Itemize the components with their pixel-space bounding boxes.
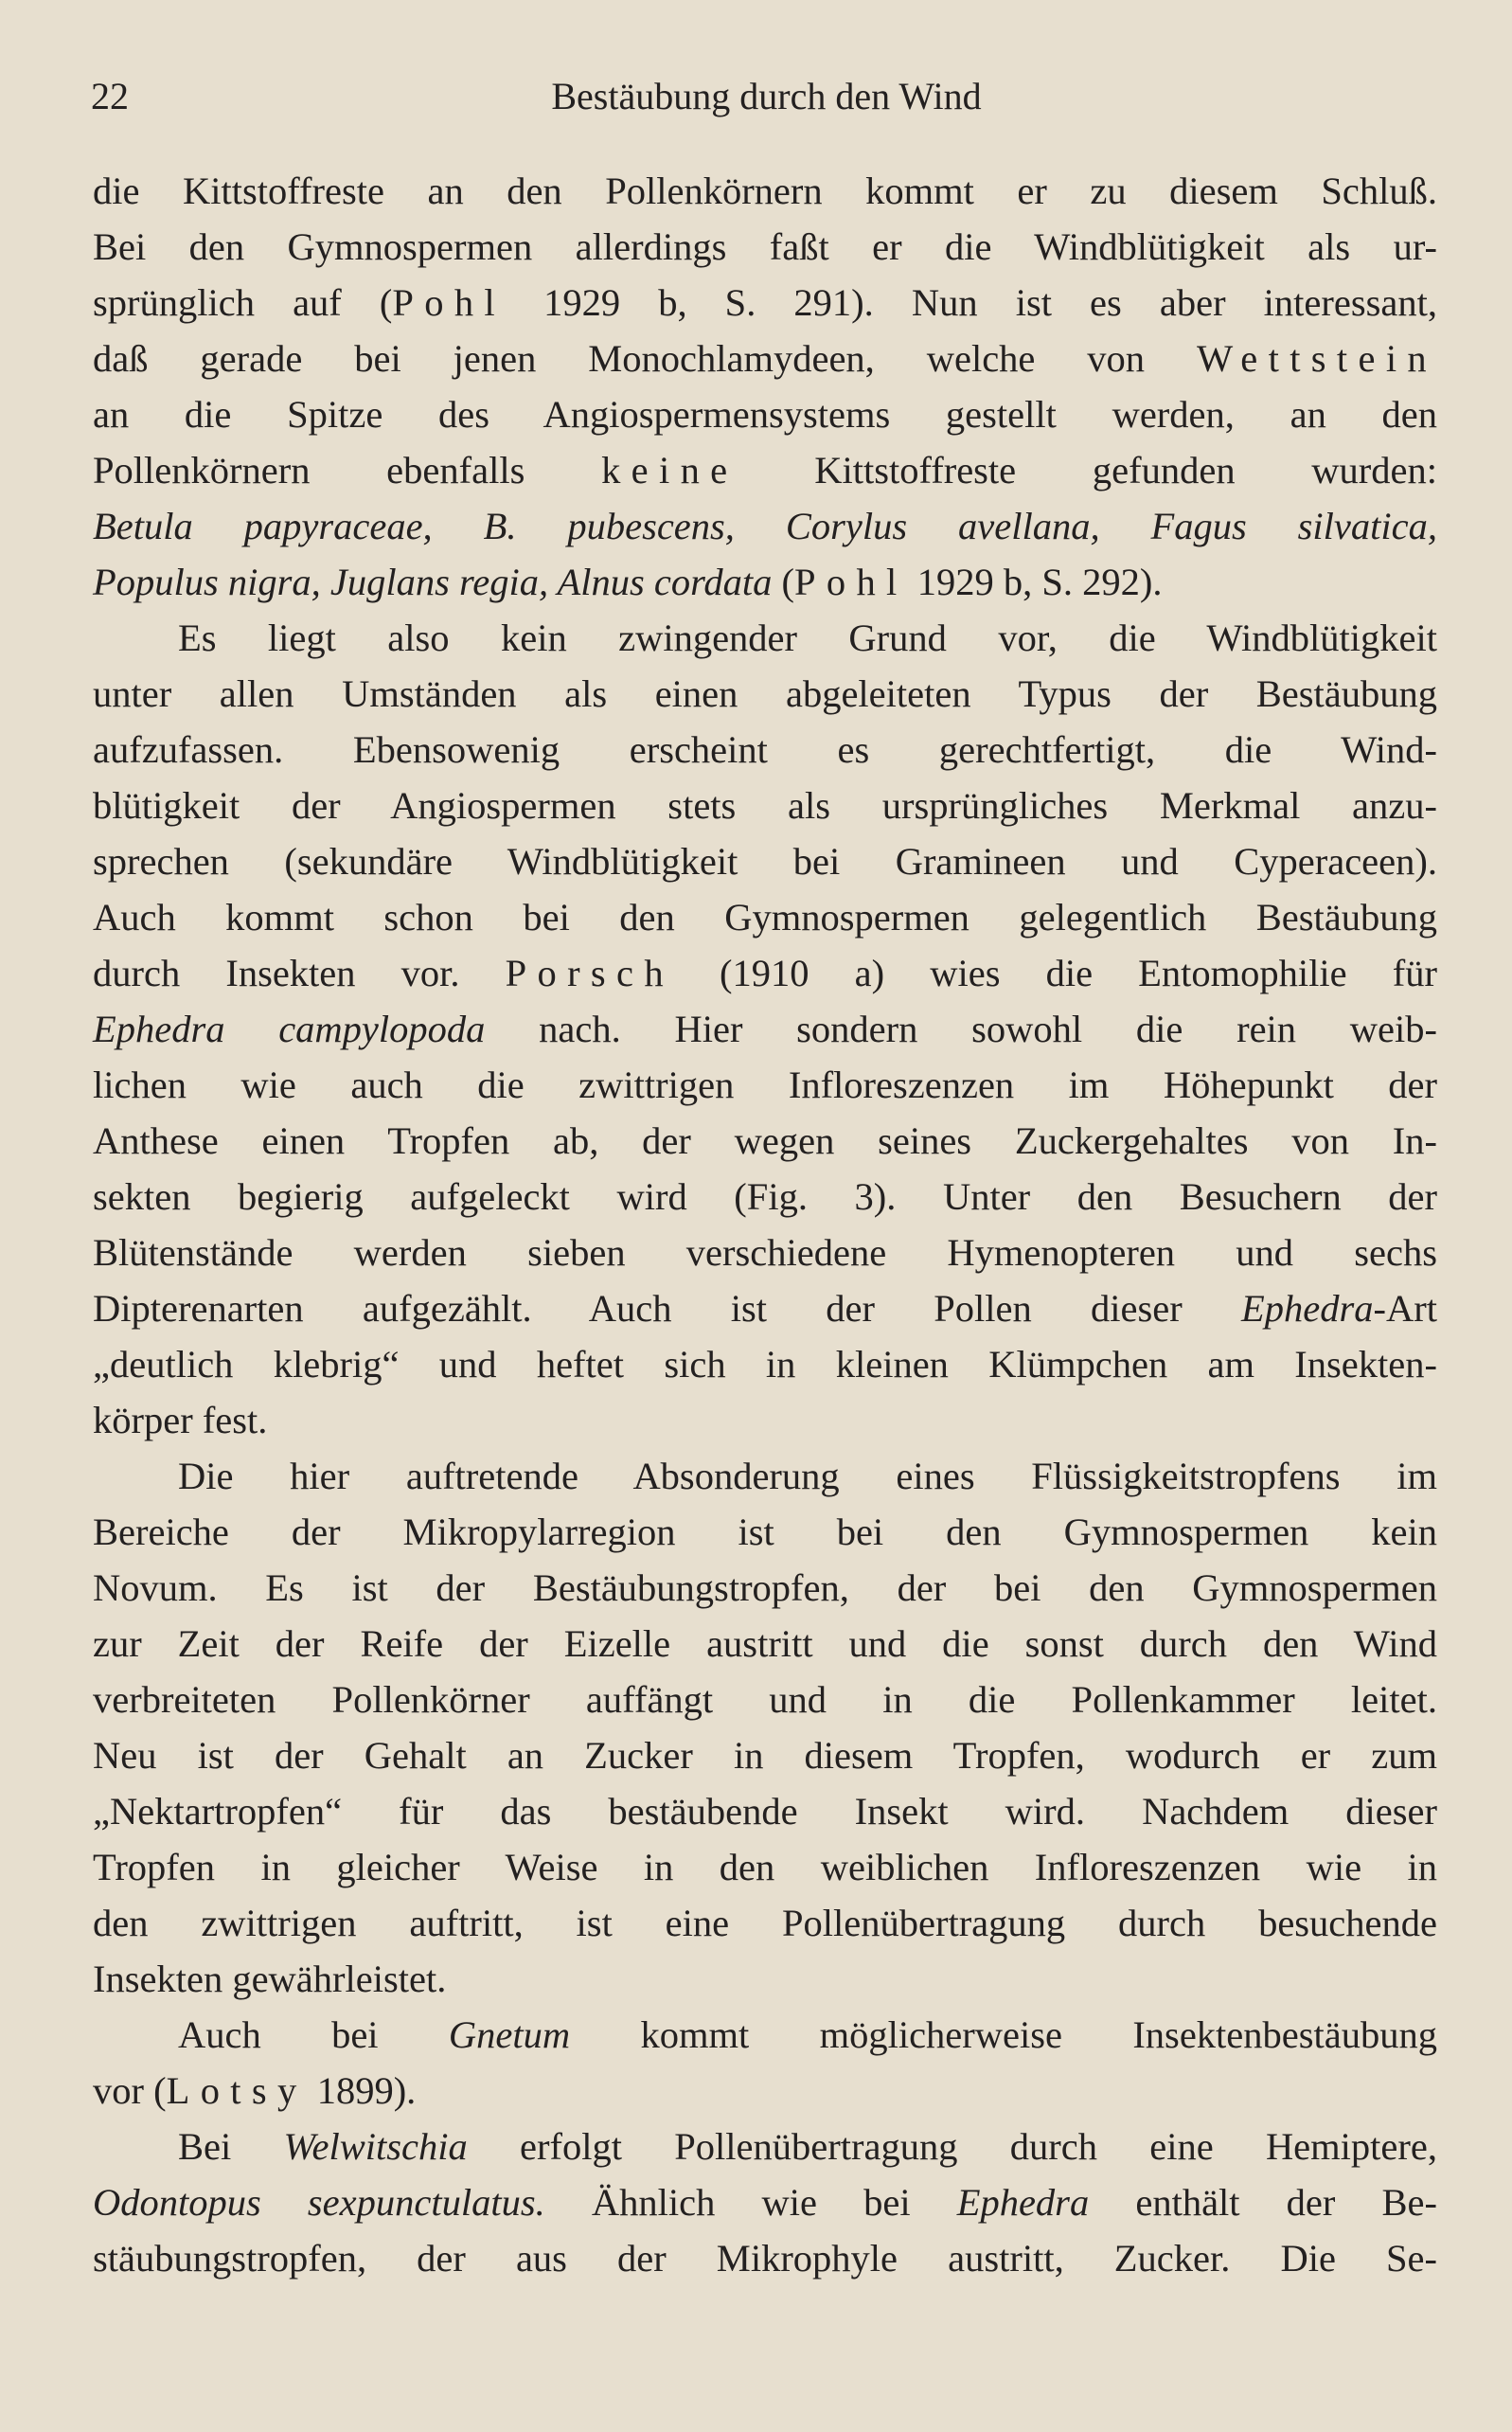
text-segment: Pollenkörnern ebenfalls: [93, 449, 602, 492]
text-segment: Ähnlich wie bei: [544, 2181, 957, 2224]
text-line: [93, 275, 1437, 331]
spaced-author-name: Pohl: [392, 281, 507, 324]
text-segment: daß gerade bei jenen Monochlamydeen, welche von: [93, 337, 1197, 380]
text-segment: unter allen Umständen als einen abgeleiteten Typus der Bestäubung: [93, 672, 1437, 715]
text-line: [93, 2230, 1437, 2286]
text-line: [93, 1783, 1437, 1839]
text-segment: erfolgt Pollenübertragung durch eine Hemiptere,: [467, 2125, 1437, 2168]
italic-text: Ephedra: [956, 2181, 1090, 2224]
italic-text: Ephedra: [1241, 1287, 1374, 1330]
page-header: [91, 74, 1442, 127]
text-line: [93, 1672, 1437, 1727]
text-segment: Dipterenarten aufgezählt. Auch ist der Pollen dieser: [93, 1287, 1242, 1330]
text-line: [93, 219, 1437, 275]
text-segment: Bereiche der Mikropylarregion ist bei den Gymnospermen kein: [93, 1511, 1437, 1553]
text-segment: sprechen (sekundäre Windblütigkeit bei Gramineen und Cyperaceen).: [93, 840, 1437, 883]
italic-text: Ephedra campylopoda: [93, 1008, 486, 1050]
text-line: [93, 1448, 1437, 1504]
text-segment: 1929 b, S. 292).: [907, 561, 1163, 603]
text-segment: Es liegt also kein zwingender Grund vor, die Windblütigkeit: [178, 617, 1437, 659]
italic-text: Populus nigra, Juglans regia, Alnus cordata: [93, 561, 773, 603]
text-line: [93, 442, 1437, 498]
text-segment: Blütenstände werden sieben verschiedene Hymenopteren und sechs: [93, 1231, 1437, 1274]
text-line: [93, 2119, 1437, 2174]
text-segment: Insekten gewährleistet.: [93, 1958, 447, 2000]
text-segment: 1899).: [307, 2069, 417, 2112]
spaced-author-name: keine: [601, 449, 738, 492]
text-line: [93, 1057, 1437, 1113]
text-segment: (1910 a) wies die Entomophilie für: [673, 952, 1437, 994]
text-segment: an die Spitze des Angiospermensystems gestellt werden, an den: [93, 393, 1437, 436]
text-segment: nach. Hier sondern sowohl die rein weib-: [485, 1008, 1437, 1050]
text-line: [93, 1113, 1437, 1169]
text-segment: sekten begierig aufgeleckt wird (Fig. 3). Unter den Besuchern der: [93, 1175, 1437, 1218]
text-segment: körper fest.: [93, 1399, 268, 1441]
text-line: [93, 554, 1437, 610]
text-line: [93, 666, 1437, 722]
italic-text: Odontopus sexpunctulatus.: [93, 2181, 545, 2224]
text-segment: blütigkeit der Angiospermen stets als ursprüngliches Merkmal anzu-: [93, 784, 1437, 827]
text-segment: stäubungstropfen, der aus der Mikrophyle austritt, Zucker. Die Se-: [93, 2237, 1437, 2280]
text-segment: (: [772, 561, 794, 603]
text-segment: Anthese einen Tropfen ab, der wegen seines Zuckergehaltes von In-: [93, 1119, 1437, 1162]
text-line: [93, 778, 1437, 833]
text-line: [93, 833, 1437, 889]
text-segment: den zwittrigen auftritt, ist eine Pollenübertragung durch besuchende: [93, 1902, 1437, 1944]
text-line: [93, 889, 1437, 945]
text-line: [93, 1839, 1437, 1895]
text-line: [93, 386, 1437, 442]
text-line: [93, 2063, 1437, 2119]
text-line: [93, 610, 1437, 666]
text-segment: aufzufassen. Ebensowenig erscheint es gerechtfertigt, die Wind-: [93, 728, 1437, 771]
text-segment: „deutlich klebrig“ und heftet sich in kleinen Klümpchen am Insekten-: [93, 1343, 1437, 1386]
text-segment: zur Zeit der Reife der Eizelle austritt und die sonst durch den Wind: [93, 1622, 1437, 1665]
spaced-author-name: Wettstein: [1196, 337, 1437, 380]
text-segment: die Kittstoffreste an den Pollenkörnern kommt er zu diesem Schluß.: [93, 170, 1437, 212]
text-line: [93, 1169, 1437, 1225]
spaced-author-name: Porsch: [505, 952, 674, 994]
spaced-author-name: Lotsy: [166, 2069, 308, 2112]
text-segment: Die hier auftretende Absonderung eines Flüssigkeitstropfens im: [178, 1455, 1437, 1497]
text-line: [93, 722, 1437, 778]
text-segment: lichen wie auch die zwittrigen Infloreszenzen im Höhepunkt der: [93, 1064, 1437, 1106]
text-line: [93, 1001, 1437, 1057]
running-title: Bestäubung durch den Wind: [551, 75, 982, 117]
text-line: [93, 2007, 1437, 2063]
text-segment: vor (: [93, 2069, 167, 2112]
text-segment: Bei: [178, 2125, 284, 2168]
text-line: [93, 1225, 1437, 1280]
text-line: [93, 2174, 1437, 2230]
text-segment: Tropfen in gleicher Weise in den weiblichen Infloreszenzen wie in: [93, 1846, 1437, 1888]
italic-text: Betula papyraceae, B. pubescens, Corylus avellana, Fagus silvatica,: [93, 505, 1437, 547]
text-line: [93, 1895, 1437, 1951]
text-segment: Kittstoffreste gefunden wurden:: [738, 449, 1437, 492]
page-number: 22: [91, 75, 129, 117]
text-segment: enthält der Be-: [1089, 2181, 1438, 2224]
text-line: [93, 1504, 1437, 1560]
text-segment: Neu ist der Gehalt an Zucker in diesem Tropfen, wodurch er zum: [93, 1734, 1437, 1777]
text-line: [93, 1951, 1437, 2007]
text-segment: Novum. Es ist der Bestäubungstropfen, der bei den Gymnospermen: [93, 1566, 1437, 1609]
text-segment: kommt möglicherweise Insektenbestäubung: [570, 2013, 1437, 2056]
text-line: [93, 1727, 1437, 1783]
text-line: [93, 1280, 1437, 1336]
text-segment: -Art: [1373, 1287, 1437, 1330]
text-segment: verbreiteten Pollenkörner auffängt und in die Pollenkammer leitet.: [93, 1678, 1437, 1721]
text-segment: Auch kommt schon bei den Gymnospermen gelegentlich Bestäubung: [93, 896, 1437, 939]
text-segment: durch Insekten vor.: [93, 952, 506, 994]
text-segment: 1929 b, S. 291). Nun ist es aber interessant,: [506, 281, 1437, 324]
text-line: [93, 498, 1437, 554]
text-line: [93, 945, 1437, 1001]
spaced-author-name: Pohl: [794, 561, 908, 603]
text-segment: Bei den Gymnospermen allerdings faßt er die Windblütigkeit als ur-: [93, 225, 1437, 268]
text-line: [93, 331, 1437, 386]
text-line: [93, 1560, 1437, 1616]
italic-text: Gnetum: [448, 2013, 571, 2056]
text-segment: Auch bei: [178, 2013, 449, 2056]
text-line: [93, 163, 1437, 219]
text-segment: sprünglich auf (: [93, 281, 393, 324]
italic-text: Welwitschia: [283, 2125, 468, 2168]
text-line: [93, 1616, 1437, 1672]
body-text: [93, 163, 1437, 2286]
text-line: [93, 1336, 1437, 1392]
text-segment: „Nektartropfen“ für das bestäubende Insekt wird. Nachdem dieser: [93, 1790, 1437, 1833]
text-line: [93, 1392, 1437, 1448]
